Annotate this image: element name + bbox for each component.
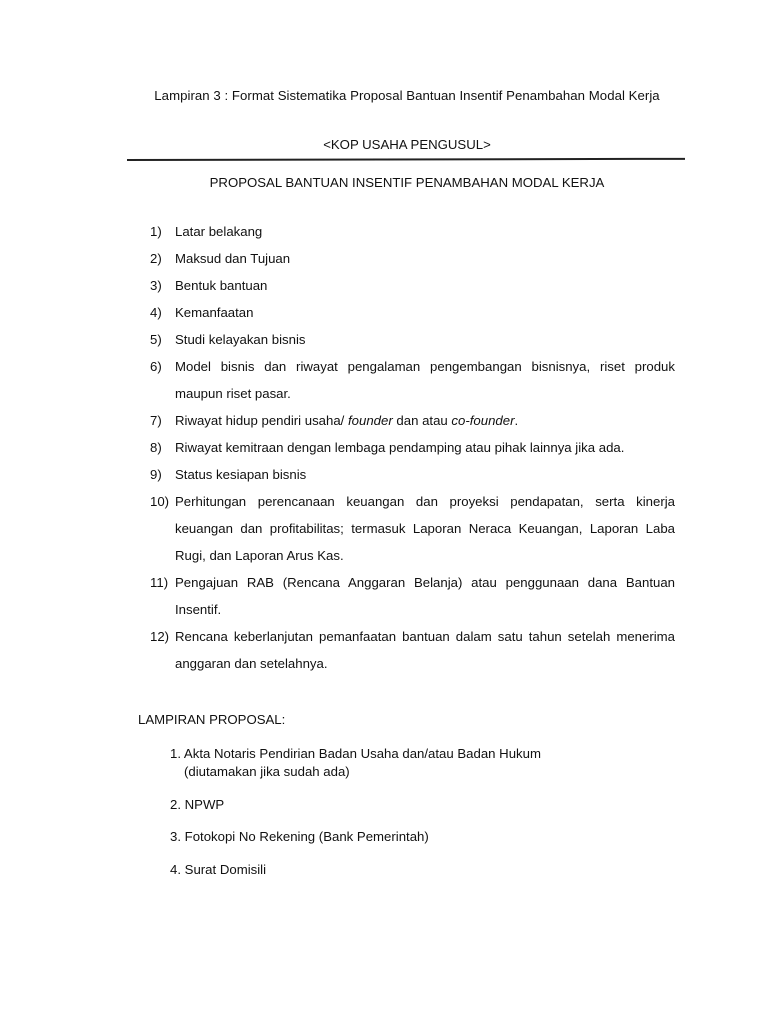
attachment-item	[170, 828, 650, 846]
list-item	[150, 299, 675, 326]
list-item	[150, 245, 675, 272]
letterhead-placeholder: <KOP USAHA PENGUSUL>	[323, 137, 491, 152]
attachment-item	[170, 796, 650, 814]
attachment-note: (diutamakan jika sudah ada)	[184, 764, 350, 779]
list-item-number: 5)	[150, 332, 162, 347]
list-item	[150, 218, 675, 245]
list-item-text-part: dan atau	[392, 413, 452, 428]
proposal-outline-list	[150, 218, 675, 677]
attachment-text: 1. Akta Notaris Pendirian Badan Usaha dan/atau Badan Hukum	[170, 746, 541, 761]
list-item-text: Studi kelayakan bisnis	[175, 332, 306, 347]
document-title: Lampiran 3 : Format Sistematika Proposal Bantuan Insentif Penambahan Modal Kerja	[154, 88, 660, 103]
attachments-list	[170, 745, 650, 893]
list-item	[150, 326, 675, 353]
list-item-number: 2)	[150, 251, 162, 266]
list-item	[150, 434, 675, 461]
list-item-text: Perhitungan perencanaan keuangan dan proyeksi pendapatan, serta kinerja keuangan dan profitabilitas; termasuk Laporan Neraca Keuangan, Laporan Laba Rugi, dan Laporan Arus Kas.	[175, 494, 675, 563]
attachment-text: 3. Fotokopi No Rekening (Bank Pemerintah)	[170, 829, 429, 844]
attachment-text: 2. NPWP	[170, 796, 225, 812]
list-item-number: 7)	[150, 413, 162, 428]
attachment-item	[170, 861, 650, 879]
list-item-number: 11)	[150, 575, 169, 590]
list-item	[150, 407, 675, 434]
list-item-italic-term: founder	[348, 413, 393, 428]
list-item-number: 8)	[150, 440, 162, 455]
list-item-number: 6)	[150, 359, 162, 374]
attachment-text: 4. Surat Domisili	[170, 861, 267, 877]
list-item-number: 12)	[150, 629, 170, 644]
letterhead-divider	[127, 158, 685, 161]
proposal-heading: PROPOSAL BANTUAN INSENTIF PENAMBAHAN MODAL KERJA	[209, 175, 605, 190]
list-item-number: 3)	[150, 278, 162, 293]
list-item	[150, 488, 675, 569]
list-item-text: Kemanfaatan	[175, 305, 254, 320]
attachment-item	[170, 745, 650, 781]
list-item-text: Riwayat kemitraan dengan lembaga pendamping atau pihak lainnya jika ada.	[175, 440, 625, 455]
list-item-text-part: Riwayat hidup pendiri usaha/	[175, 413, 349, 428]
list-item	[150, 353, 675, 407]
list-item-italic-term: co-founder	[451, 413, 515, 428]
list-item-text	[175, 407, 675, 434]
list-item	[150, 461, 675, 488]
list-item-text-part: .	[514, 413, 519, 428]
list-item-number: 9)	[150, 467, 162, 482]
attachments-heading: LAMPIRAN PROPOSAL:	[138, 712, 286, 727]
list-item-number: 4)	[150, 305, 162, 320]
list-item	[150, 623, 675, 677]
list-item	[150, 569, 675, 623]
list-item-text: Maksud dan Tujuan	[175, 251, 291, 266]
list-item-text: Rencana keberlanjutan pemanfaatan bantuan dalam satu tahun setelah menerima anggaran dan setelahnya.	[175, 629, 675, 671]
list-item-number: 1)	[150, 224, 162, 239]
list-item-text: Latar belakang	[175, 224, 263, 239]
list-item-text: Pengajuan RAB (Rencana Anggaran Belanja) atau penggunaan dana Bantuan Insentif.	[175, 575, 675, 617]
list-item-text: Status kesiapan bisnis	[175, 467, 307, 482]
list-item	[150, 272, 675, 299]
list-item-number: 10)	[150, 494, 170, 509]
list-item-text: Bentuk bantuan	[175, 278, 268, 293]
list-item-text: Model bisnis dan riwayat pengalaman pengembangan bisnisnya, riset produk maupun riset pasar.	[175, 359, 675, 401]
